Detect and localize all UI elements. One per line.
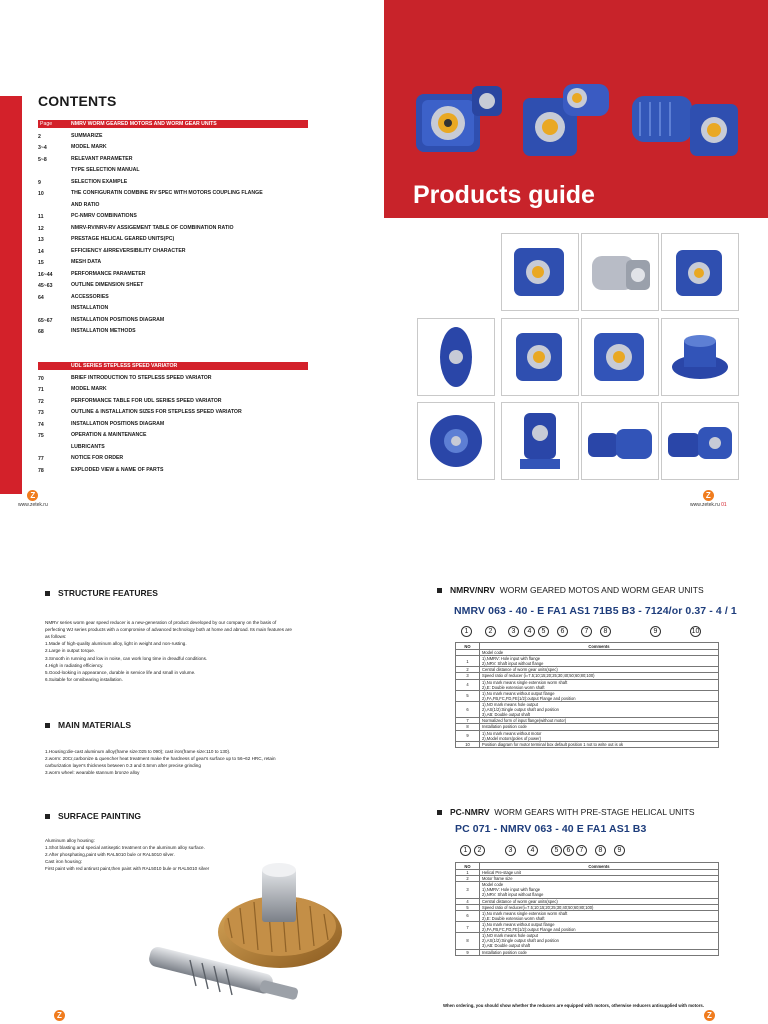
paragraph-line: NMRV series worm gear speed reducer is a new-generation of product developed by our company on the basis of xyxy=(45,620,277,625)
paragraph-line: 5.Good-looking in appearance, durable in service life and small in volume. xyxy=(45,669,196,675)
pcnmrv-heading: PC-NMRV WORM GEARS WITH PRE-STAGE HELICAL UNITS xyxy=(437,807,695,817)
product-thumb xyxy=(501,233,579,311)
paragraph-line: as follows: xyxy=(45,634,67,640)
paragraph-line: carburization layer's thickness between 0.3 and 0.5mm after precise grinding xyxy=(45,763,201,769)
comment-line: 2),AS(1/2):Single output shaft and position xyxy=(482,707,559,713)
toc-entry-text: INSTALLATION METHODS xyxy=(71,328,136,335)
toc-entry-text: INSTALLATION xyxy=(71,305,109,312)
code-index-circle: 2 xyxy=(485,626,496,637)
table-row xyxy=(456,656,719,667)
toc-entry-page: 65~67 xyxy=(38,317,53,324)
table-row xyxy=(456,910,719,921)
flange-icon xyxy=(662,319,738,395)
product-thumb xyxy=(661,402,739,480)
brand-logo-bottom-right xyxy=(704,1010,715,1022)
toc-entry-text: MODEL MARK xyxy=(71,386,107,393)
table-cell-no: 1 xyxy=(456,656,480,667)
toc-entry xyxy=(38,327,308,339)
paragraph-line: 3.Smooth in running and low in noise, can work long time in dreadful conditions. xyxy=(45,655,208,661)
toc-entry xyxy=(38,200,308,212)
table-header-comments: Comments xyxy=(480,863,719,870)
code-index-circle: 3 xyxy=(505,845,516,856)
table-header-no: NO xyxy=(456,863,480,870)
toc-entry-page: 70 xyxy=(38,375,44,382)
code-index-circle: 1 xyxy=(460,845,471,856)
toc-entry-text: NOTICE FOR ORDER xyxy=(71,455,124,462)
comment-line: 3),AB: Double output shaft xyxy=(482,943,531,949)
toc-entry xyxy=(38,292,308,304)
toc-entry-text: AND RATIO xyxy=(71,201,100,208)
comment-line: 2),FA,FB,FC,FD,FE(1/2):output Flange and position xyxy=(482,695,576,701)
table-cell-no: 6 xyxy=(456,910,480,921)
table-cell-comment xyxy=(480,690,719,701)
toc-entry xyxy=(38,304,308,316)
toc-entry-text: ACCESSORIES xyxy=(71,293,109,300)
brand-logo-bottom-left xyxy=(54,1010,65,1022)
paragraph-line: 2.worm: 20Cr,carbonize & quencher heat treatment make the hardness of gear's surface up to 56~62 HRC, retain xyxy=(45,756,276,762)
toc-entry-page: 15 xyxy=(38,260,44,267)
comment-line: 1),No mark means without motor xyxy=(482,730,542,736)
worm-gear-unit-image xyxy=(408,82,506,164)
comment-line: 1),NO mark means hole output xyxy=(482,701,538,707)
table-cell-comment xyxy=(480,921,719,932)
table-cell-comment xyxy=(480,882,719,898)
toc-entry xyxy=(38,131,308,143)
table-cell-no: 3 xyxy=(456,673,480,679)
table-cell-no: 4 xyxy=(456,898,480,904)
product-thumb xyxy=(581,233,659,311)
comment-line: 1),NMRV: Hole input with flange xyxy=(482,656,541,662)
brand-logo-right xyxy=(690,490,727,508)
table-cell-no: 4 xyxy=(456,679,480,690)
toc-entry xyxy=(38,258,308,270)
paragraph-line: 4.High in radiating efficiency. xyxy=(45,662,104,668)
variator-icon xyxy=(418,403,494,479)
toc-entry-page: 73 xyxy=(38,410,44,417)
bullet-square-icon xyxy=(437,588,442,593)
motor-icon xyxy=(582,403,658,479)
table-header-no: NO xyxy=(456,643,480,650)
toc-entry xyxy=(38,419,308,431)
code-index-circle: 6 xyxy=(557,626,568,637)
worm-gear-photo xyxy=(140,860,355,1020)
toc-entry xyxy=(38,408,308,420)
table-row xyxy=(456,701,719,717)
zetek-logo-icon: Z xyxy=(54,1010,65,1021)
toc-entry-text: MODEL MARK xyxy=(71,144,107,151)
comment-line: 2),E: Double extension worm shaft xyxy=(482,684,545,690)
brand-url: www.zetek.ru xyxy=(690,502,720,508)
code-index-circle: 2 xyxy=(474,845,485,856)
comment-line: Installation position code xyxy=(482,949,527,955)
comment-line: Speed ratio of reducer(i=7.5;10;15;20;25;30;40;50;60;80;100) xyxy=(482,904,594,910)
toc-entry xyxy=(38,431,308,443)
toc-entry xyxy=(38,154,308,166)
toc-entry-page: 13 xyxy=(38,237,44,244)
table-header-comments: Comments xyxy=(480,643,719,650)
code-index-circle: 5 xyxy=(551,845,562,856)
comment-line: 1),No mark means single extension worm shaft xyxy=(482,679,568,685)
structure-features-heading: STRUCTURE FEATURES xyxy=(45,588,158,598)
table-cell-no: 3 xyxy=(456,882,480,898)
order-note: When ordering, you should show whether the reducers are equipped with motors, otherwise reducers antisupplied with motors. xyxy=(443,1003,704,1008)
table-cell-no: 1 xyxy=(456,870,480,876)
comment-line: 2),NRV: Shaft input without flange xyxy=(482,661,544,667)
product-thumb xyxy=(661,318,739,396)
toc-entry xyxy=(38,281,308,293)
comment-line: Helical Pre-stage unit xyxy=(482,870,521,875)
bullet-square-icon xyxy=(45,723,50,728)
motor-icon xyxy=(662,403,738,479)
code-index-circle: 1 xyxy=(461,626,472,637)
toc-entry-text: PERFORMANCE TABLE FOR UDL SERIES SPEED VARIATOR xyxy=(71,397,222,404)
toc-section-title: NMRV WORM GEARED MOTORS AND WORM GEAR UNITS xyxy=(71,121,217,127)
toc-entry-page: 10 xyxy=(38,191,44,198)
zetek-logo-icon: Z xyxy=(703,490,714,501)
table-cell-no: 7 xyxy=(456,921,480,932)
table-row xyxy=(456,730,719,741)
toc-entry-page: 64 xyxy=(38,294,44,301)
comment-line: 2),E: Double extension worm shaft xyxy=(482,915,545,921)
table-cell-no: 2 xyxy=(456,667,480,673)
code-index-circle: 9 xyxy=(614,845,625,856)
gear-unit-icon xyxy=(502,234,578,310)
comment-line: 1),No mark means without output flange xyxy=(482,690,555,696)
product-thumb xyxy=(417,402,495,480)
toc-entry-text: OUTLINE DIMENSION SHEET xyxy=(71,282,144,289)
comment-line: 2),Model motors(poles of power) xyxy=(482,735,541,741)
contents-title: CONTENTS xyxy=(38,93,117,109)
toc-section-header xyxy=(38,120,308,128)
zetek-logo-icon: Z xyxy=(704,1010,715,1021)
toc-entry-page: 12 xyxy=(38,225,44,232)
table-cell-no: 10 xyxy=(456,741,480,747)
table-cell-no: 5 xyxy=(456,690,480,701)
product-thumb xyxy=(661,233,739,311)
toc-entry-text: PRESTAGE HELICAL GEARED UNITS(PC) xyxy=(71,236,175,243)
main-materials-heading: MAIN MATERIALS xyxy=(45,720,131,730)
toc-entry-text: INSTALLATION POSITIONS DIAGRAM xyxy=(71,316,165,323)
comment-line: Installation position code xyxy=(482,724,527,730)
code-index-circle: 10 xyxy=(691,628,700,635)
toc-entry-text: BRIEF INTRODUCTION TO STEPLESS SPEED VARIATOR xyxy=(71,374,212,381)
toc-entry xyxy=(38,442,308,454)
toc-entry-page: 71 xyxy=(38,387,44,394)
variator-icon xyxy=(418,319,494,395)
toc-entry-text: RELEVANT PARAMETER xyxy=(71,155,133,162)
toc-entry xyxy=(38,465,308,477)
paragraph-line: 1.Housing:die-cast aluminum alloy(frame size:025 to 090); cast iron(frame size:110 to 130). xyxy=(45,749,231,754)
toc-entry xyxy=(38,315,308,327)
toc-entry xyxy=(38,269,308,281)
table-row xyxy=(456,690,719,701)
comment-line: Normalized form of input flange(without motor) xyxy=(482,718,567,724)
code-index-circle: 7 xyxy=(581,626,592,637)
gear-unit-icon xyxy=(662,234,738,310)
code-index-circle: 6 xyxy=(563,845,574,856)
toc-entry xyxy=(38,246,308,258)
code-index-circle: 5 xyxy=(538,626,549,637)
toc-section-title: UDL SERIES STEPLESS SPEED VARIATOR xyxy=(71,363,178,369)
product-thumb xyxy=(581,402,659,480)
table-cell-comment xyxy=(480,679,719,690)
toc-entry xyxy=(38,212,308,224)
table-cell-no: 6 xyxy=(456,701,480,717)
comment-line: 1),No mark means without output flange xyxy=(482,921,555,927)
comment-line: 1),NO mark means hole output xyxy=(482,933,538,939)
comment-line: Central distance of worm gear units(spec) xyxy=(482,667,558,673)
comment-line: Motor frame size xyxy=(482,876,513,882)
table-cell-no: 9 xyxy=(456,730,480,741)
paragraph-line: 6.Suitable for omnibearing installation. xyxy=(45,676,123,682)
brand-logo-left xyxy=(18,490,48,508)
toc-entry-page: 11 xyxy=(38,214,44,221)
nmrv-heading: NMRV/NRV WORM GEARED MOTOS AND WORM GEAR UNITS xyxy=(437,585,704,595)
toc-entry-text: EFFICIENCY &IRREVERSIBILITY CHARACTER xyxy=(71,247,186,254)
toc-page-label: Page xyxy=(40,121,53,127)
main-materials-text xyxy=(45,748,345,776)
table-cell-comment xyxy=(480,910,719,921)
code-index-circle: 3 xyxy=(508,626,519,637)
table-cell-comment xyxy=(480,701,719,717)
comment-line: 2),AS(1/2):Single output shaft and position xyxy=(482,938,559,944)
toc-entry-text: EXPLODED VIEW & NAME OF PARTS xyxy=(71,466,164,473)
comment-line: 1),No mark means single extension worm shaft xyxy=(482,910,568,916)
toc-entry-page: 45~63 xyxy=(38,283,53,290)
toc-entry-text: SELECTION EXAMPLE xyxy=(71,178,128,185)
table-row xyxy=(456,882,719,898)
table-row xyxy=(456,741,719,747)
table-row xyxy=(456,679,719,690)
toc-entry-page: 78 xyxy=(38,467,44,474)
bullet-square-icon xyxy=(437,810,442,815)
toc-entry-text: PERFORMANCE PARAMETER xyxy=(71,270,146,277)
toc-entry-page: 14 xyxy=(38,248,44,255)
table-cell-no: 2 xyxy=(456,876,480,882)
toc-entry-page: 2 xyxy=(38,133,41,140)
comment-line: Position diagram for motor terminal box default position 1 not to write out is ok xyxy=(482,741,624,747)
toc-entry xyxy=(38,454,308,466)
toc-entry-page: 74 xyxy=(38,421,44,428)
worm-gear-motor-image xyxy=(517,78,615,164)
table-cell-no: 7 xyxy=(456,718,480,724)
table-cell-comment xyxy=(480,656,719,667)
toc-entry xyxy=(38,189,308,201)
toc-entry-text: OPERATION & MAINTENANCE xyxy=(71,432,147,439)
structure-features-text xyxy=(45,619,345,683)
toc-entry xyxy=(38,385,308,397)
toc-entry xyxy=(38,235,308,247)
silver-reducer-icon xyxy=(582,234,658,310)
toc-entry-text: TYPE SELECTION MANUAL xyxy=(71,167,140,174)
comment-line: Central distance of worm gear units(spec) xyxy=(482,898,558,904)
gear-unit-icon xyxy=(582,319,658,395)
table-cell-comment xyxy=(480,949,719,955)
pcnmrv-model-code: PC 071 - NMRV 063 - 40 E FA1 AS1 B3 xyxy=(455,823,647,835)
code-index-circle: 8 xyxy=(600,626,611,637)
paragraph-line: First paint with red antirust paint,then paint with RAL5010 bule or RAL5010 silver xyxy=(45,866,210,872)
product-thumb xyxy=(501,318,579,396)
toc-entry-text: THE CONFIGURATIN COMBINE RV SPEC WITH MOTORS COUPLING FLANGE xyxy=(71,190,263,197)
table-cell-no: 9 xyxy=(456,949,480,955)
paragraph-line: 2.After phosphating,paint with RAL5010 bule or RAL5010 silver. xyxy=(45,852,175,858)
variator-icon xyxy=(502,403,578,479)
motor-reducer-image xyxy=(626,82,744,164)
toc-entry-text: OUTLINE & INSTALLATION SIZES FOR STEPLESS SPEED VARIATOR xyxy=(71,409,242,416)
surface-painting-heading: SURFACE PAINTING xyxy=(45,811,141,821)
code-index-circle: 4 xyxy=(524,626,535,637)
toc-entry-page: 75 xyxy=(38,433,44,440)
toc-entry-page: 5~8 xyxy=(38,156,47,163)
zetek-logo-icon: Z xyxy=(27,490,38,501)
toc-entry-text: NMRV-RV/NRV-RV ASSIGEMENT TABLE OF COMBINATION RATIO xyxy=(71,224,234,231)
paragraph-line: 2.Large in output torque. xyxy=(45,648,96,654)
toc-entry-page: 3~4 xyxy=(38,145,47,152)
product-thumb xyxy=(501,402,579,480)
paragraph-line: 1.Shot blasting and special antiseptic treatment on the aluminum alloy surface. xyxy=(45,845,205,851)
comment-line: 2),NRV: Shaft input without flange xyxy=(482,892,544,898)
table-cell-comment xyxy=(480,741,719,747)
toc-entry xyxy=(38,143,308,155)
toc-entry-text: MESH DATA xyxy=(71,259,102,266)
table-cell-no: 8 xyxy=(456,933,480,949)
table-cell-comment xyxy=(480,933,719,949)
comment-line: Model code xyxy=(482,882,504,888)
toc-entry-page: 68 xyxy=(38,329,44,336)
toc-entry-text: PC-NMRV COMBINATIONS xyxy=(71,213,137,220)
toc-section-nmrv xyxy=(38,120,308,338)
bullet-square-icon xyxy=(45,814,50,819)
toc-section-header xyxy=(38,362,308,370)
comment-line: Speed ratio of reducer (i=7.5;10;15;20;25;30;40;50;60;80;100) xyxy=(482,673,595,679)
toc-entry-page: 77 xyxy=(38,456,44,463)
page-edge-bar xyxy=(0,96,22,494)
code-index-circle: 9 xyxy=(650,626,661,637)
comment-line: Model code xyxy=(482,650,504,655)
nmrv-comments-table xyxy=(455,642,719,748)
code-index-circle: 7 xyxy=(576,845,587,856)
comment-line: 1),NMRV: Hole input with flange xyxy=(482,887,541,893)
toc-entry xyxy=(38,396,308,408)
toc-entry-page: 72 xyxy=(38,398,44,405)
product-thumb xyxy=(417,318,495,396)
toc-section-udl xyxy=(38,362,308,477)
gear-unit-icon xyxy=(502,319,578,395)
product-thumb xyxy=(581,318,659,396)
toc-entry-page: 9 xyxy=(38,179,41,186)
toc-entry-text: LUBRICANTS xyxy=(71,443,105,450)
toc-entry-text: INSTALLATION POSITIONS DIAGRAM xyxy=(71,420,165,427)
paragraph-line: Aluminum alloy housing: xyxy=(45,838,95,843)
bullet-square-icon xyxy=(45,591,50,596)
table-row xyxy=(456,921,719,932)
table-cell-comment xyxy=(480,730,719,741)
comment-line: 3),AB: Double output shaft xyxy=(482,712,531,718)
toc-entry xyxy=(38,223,308,235)
page-number: 01 xyxy=(721,502,727,508)
products-guide-title: Products guide xyxy=(413,181,595,209)
toc-entry xyxy=(38,177,308,189)
nmrv-model-code: NMRV 063 - 40 - E FA1 AS1 71B5 B3 - 7124/or 0.37 - 4 / 1 xyxy=(454,605,737,617)
paragraph-line: Cast iron housing: xyxy=(45,859,83,865)
toc-entry xyxy=(38,373,308,385)
comment-line: 2),FA,FB,FC,FD,FE(1/2):output Flange and position xyxy=(482,927,576,933)
toc-entry-page: 16~44 xyxy=(38,271,53,278)
table-row xyxy=(456,933,719,949)
table-cell-no: 5 xyxy=(456,904,480,910)
brand-url: www.zetek.ru xyxy=(18,502,48,508)
code-index-circle: 8 xyxy=(595,845,606,856)
pcnmrv-comments-table xyxy=(455,862,719,956)
table-cell-no: 8 xyxy=(456,724,480,730)
paragraph-line: perfecting WJ series products with a compromise of advanced technology both at home and abroad. Its main features are xyxy=(45,627,292,633)
code-index-circle: 4 xyxy=(527,845,538,856)
table-row xyxy=(456,949,719,955)
paragraph-line: 3.worm wheel: wearable stannum bronze alloy xyxy=(45,770,140,776)
toc-entry xyxy=(38,166,308,178)
toc-entry-text: SUMMARIZE xyxy=(71,132,103,139)
paragraph-line: 1.Made of high-quality aluminum alloy, light in weight and non-rusting. xyxy=(45,641,187,647)
